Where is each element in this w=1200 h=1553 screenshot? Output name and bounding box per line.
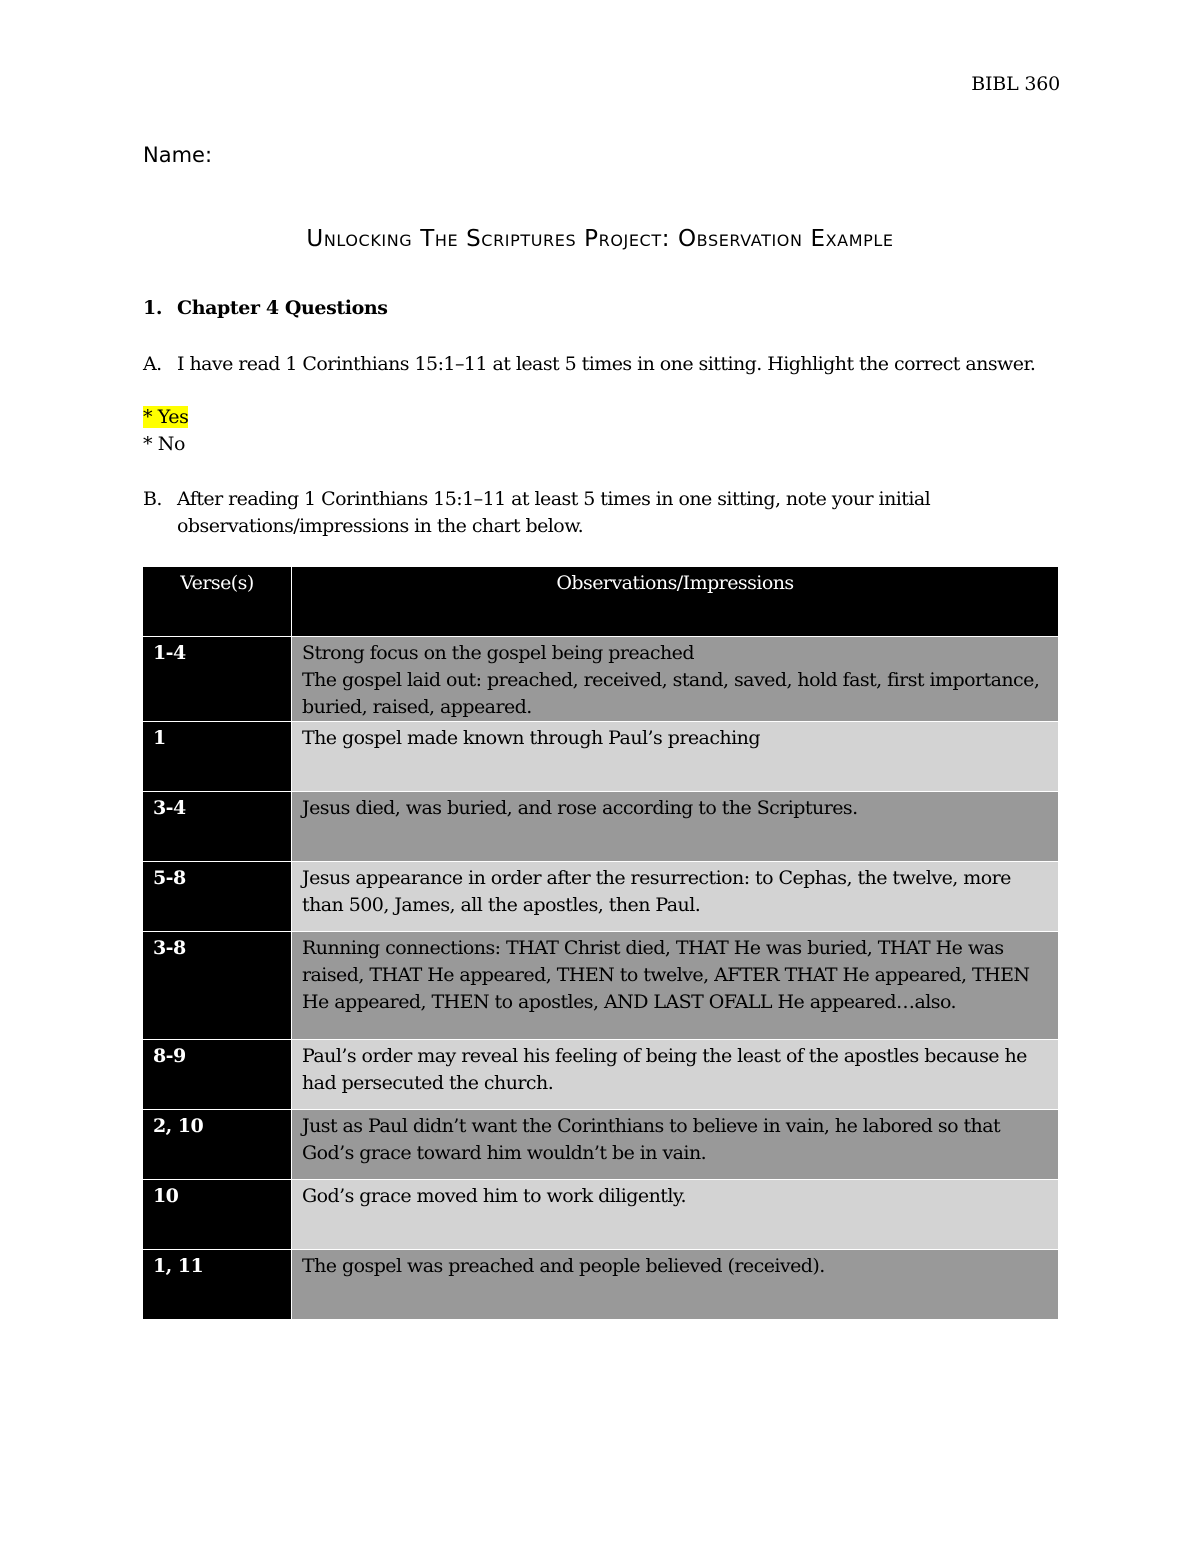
table-row xyxy=(143,1180,1059,1250)
verse-cell: 10 xyxy=(143,1180,292,1250)
question-a-text: I have read 1 Corinthians 15:1–11 at least 5 times in one sitting. Highlight the correct answer. xyxy=(177,353,1036,375)
table-row xyxy=(143,1250,1059,1320)
verse-cell: 3-8 xyxy=(143,932,292,1040)
course-code: BIBL 360 xyxy=(971,73,1060,95)
question-a-letter: A. xyxy=(143,353,162,375)
observation-cell: Just as Paul didn’t want the Corinthians to believe in vain, he labored so that God’s grace toward him wouldn’t be in vain. xyxy=(292,1110,1059,1180)
table-row xyxy=(143,722,1059,792)
section-heading xyxy=(143,297,388,319)
observation-table xyxy=(142,566,1059,1320)
verse-cell: 2, 10 xyxy=(143,1110,292,1180)
option-yes-label: * Yes xyxy=(143,406,189,428)
observation-cell: Jesus died, was buried, and rose according to the Scriptures. xyxy=(292,792,1059,862)
verse-cell: 1 xyxy=(143,722,292,792)
header-observations: Observations/Impressions xyxy=(292,567,1059,637)
option-yes xyxy=(143,404,188,431)
option-no-label: * No xyxy=(143,433,186,455)
verse-cell: 5-8 xyxy=(143,862,292,932)
question-a xyxy=(143,351,1063,378)
question-b xyxy=(143,486,1023,540)
observation-cell: The gospel was preached and people believed (received). xyxy=(292,1250,1059,1320)
table-row xyxy=(143,792,1059,862)
observation-cell: Strong focus on the gospel being preached The gospel laid out: preached, received, stand, saved, hold fast, first importance, buried, raised, appeared. xyxy=(292,637,1059,722)
table-header-row xyxy=(143,567,1059,637)
table-body xyxy=(143,637,1059,1320)
verse-cell: 1, 11 xyxy=(143,1250,292,1320)
observation-cell: Jesus appearance in order after the resurrection: to Cephas, the twelve, more than 500, James, all the apostles, then Paul. xyxy=(292,862,1059,932)
name-label: Name: xyxy=(143,143,213,167)
observation-cell: The gospel made known through Paul’s preaching xyxy=(292,722,1059,792)
verse-cell: 3-4 xyxy=(143,792,292,862)
document-title: Unlocking The Scriptures Project: Observation Example xyxy=(306,226,894,252)
verse-cell: 8-9 xyxy=(143,1040,292,1110)
observation-cell: Running connections: THAT Christ died, THAT He was buried, THAT He was raised, THAT He appeared, THEN to twelve, AFTER THAT He appeared, THEN He appeared, THEN to apostles, AND LAST OFALL He appeared…also. xyxy=(292,932,1059,1040)
table-row xyxy=(143,1040,1059,1110)
header-verses: Verse(s) xyxy=(143,567,292,637)
table-row xyxy=(143,637,1059,722)
question-b-letter: B. xyxy=(143,488,162,510)
question-b-text: After reading 1 Corinthians 15:1–11 at least 5 times in one sitting, note your initial observations/impressions in the chart below. xyxy=(177,488,931,537)
section-number: 1. xyxy=(143,297,163,319)
section-title: Chapter 4 Questions xyxy=(177,297,388,319)
table-row xyxy=(143,932,1059,1040)
table-row xyxy=(143,1110,1059,1180)
table-row xyxy=(143,862,1059,932)
option-no xyxy=(143,431,185,458)
observation-cell: God’s grace moved him to work diligently. xyxy=(292,1180,1059,1250)
verse-cell: 1-4 xyxy=(143,637,292,722)
observation-cell: Paul’s order may reveal his feeling of being the least of the apostles because he had persecuted the church. xyxy=(292,1040,1059,1110)
